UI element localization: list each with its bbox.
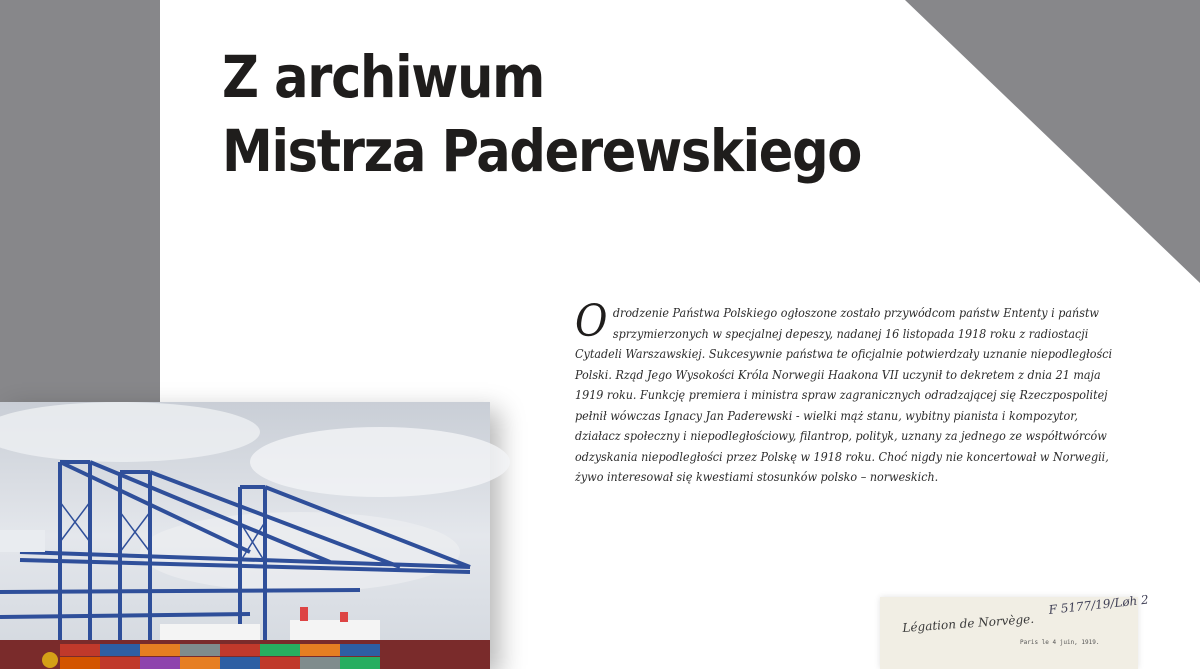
drop-cap: O bbox=[575, 296, 608, 347]
port-cranes-photo bbox=[0, 402, 490, 669]
archival-letter-image bbox=[880, 592, 1150, 669]
letter-reference-note: F 5177/19/Løh 2 bbox=[1048, 592, 1150, 617]
page-title bbox=[222, 40, 861, 188]
intro-paragraph bbox=[575, 296, 1115, 488]
letter-date: Paris le 4 juin, 1919. bbox=[1020, 639, 1100, 646]
corner-gray-triangle bbox=[905, 0, 1200, 283]
intro-text: drodzenie Państwa Polskiego ogłoszone zostało przywódcom państw Ententy i państw sprzymierzonych w specjalnej depeszy, nadanej 16 listopada 1918 roku z radiostacji Cytadeli Warszawskiej. Sukcesywnie państwa te oficjalnie potwierdzały uznanie niepodległości Polski. Rząd Jego Wysokości Króla Norwegii Haakona VII uczynił to dekretem z dnia 21 maja 1919 roku. Funkcję premiera i ministra spraw zagranicznych odradzającej się Rzeczpospolitej pełnił wówczas Ignacy Jan Paderewski - wielki mąż stanu, wybitny pianista i kompozytor, działacz społeczny i niepodległościowy, filantrop, polityk, uznany za jednego ze współtwórców odzyskania niepodległości przez Polskę w 1918 roku. Choć nigdy nie koncertował w Norwegii, żywo interesował się kwestiami stosunków polsko – norweskich. bbox=[575, 305, 1113, 484]
title-line-1: Z archiwum bbox=[222, 43, 544, 111]
title-line-2: Mistrza Paderewskiego bbox=[222, 117, 862, 185]
letter-legation-header: Légation de Norvège. bbox=[902, 611, 1035, 635]
